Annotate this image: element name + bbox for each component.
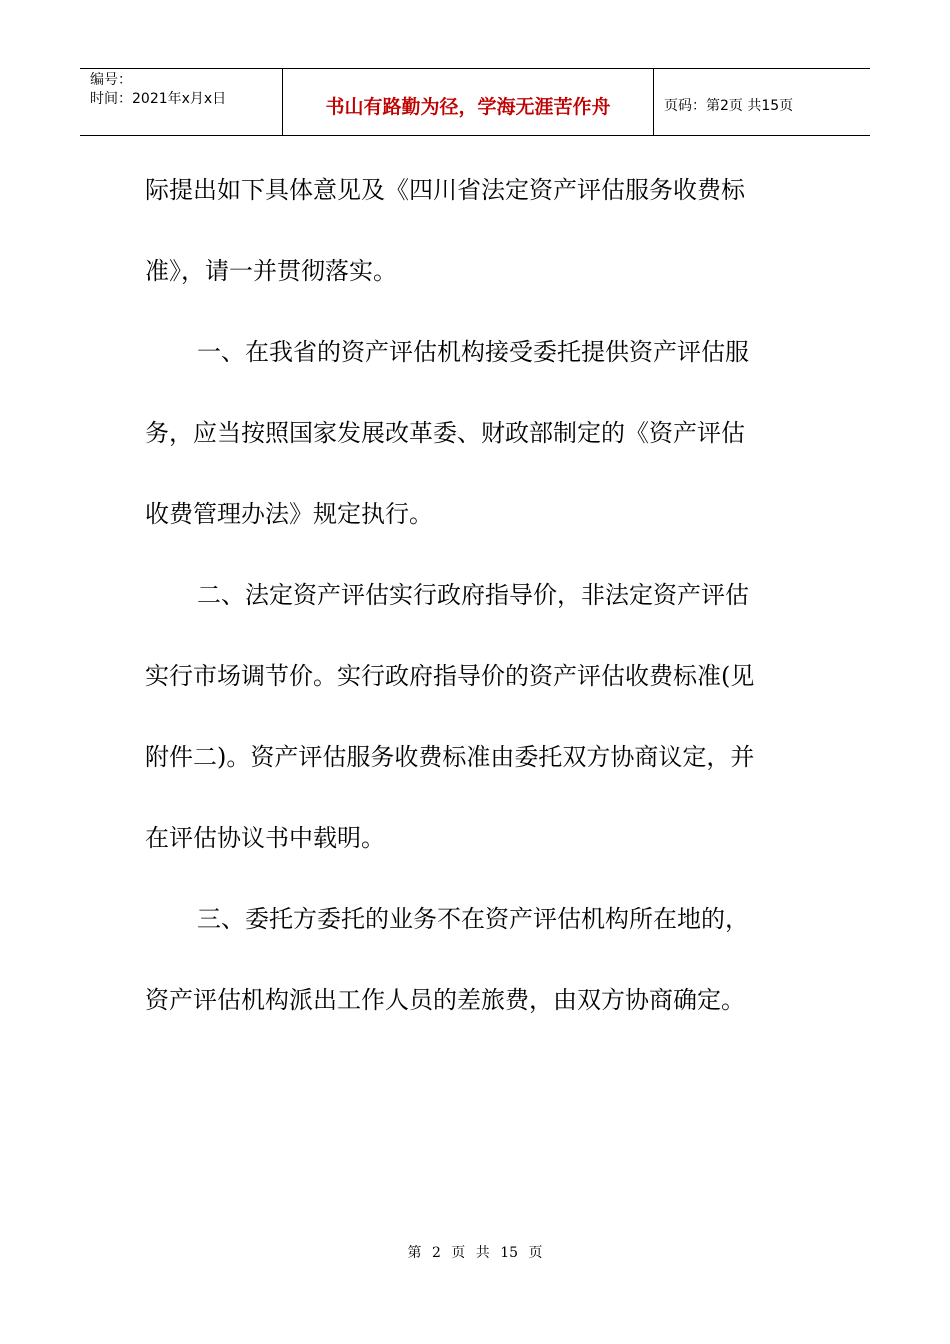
paragraph-line: 三、委托方委托的业务不在资产评估机构所在地的， <box>197 905 749 933</box>
paragraph-line: 一、在我省的资产评估机构接受委托提供资产评估服 <box>197 338 749 366</box>
paragraph-line: 资产评估机构派出工作人员的差旅费，由双方协商确定。 <box>145 986 745 1014</box>
paragraph-line: 在评估协议书中载明。 <box>145 824 385 852</box>
number-label: 编号： <box>90 72 132 88</box>
date-label: 时间：2021年x月x日 <box>90 91 227 107</box>
header-meta <box>80 69 282 135</box>
paragraph-line: 务，应当按照国家发展改革委、财政部制定的《资产评估 <box>145 419 745 447</box>
page-footer: 第 2 页 共 15 页 <box>407 1245 543 1261</box>
document-body <box>145 150 805 1041</box>
page-header <box>80 68 870 136</box>
header-motto: 书山有路勤为径，学海无涯苦作舟 <box>282 69 654 135</box>
paragraph-line: 准》，请一并贯彻落实。 <box>145 257 397 285</box>
paragraph-line: 实行市场调节价。实行政府指导价的资产评估收费标准(见 <box>145 662 755 690</box>
paragraph-line: 二、法定资产评估实行政府指导价，非法定资产评估 <box>197 581 749 609</box>
header-page-info: 页码：第2页 共15页 <box>664 98 794 114</box>
paragraph-line: 收费管理办法》规定执行。 <box>145 500 433 528</box>
paragraph-line: 际提出如下具体意见及《四川省法定资产评估服务收费标 <box>145 176 745 204</box>
paragraph-line: 附件二)。资产评估服务收费标准由委托双方协商议定，并 <box>145 743 755 771</box>
